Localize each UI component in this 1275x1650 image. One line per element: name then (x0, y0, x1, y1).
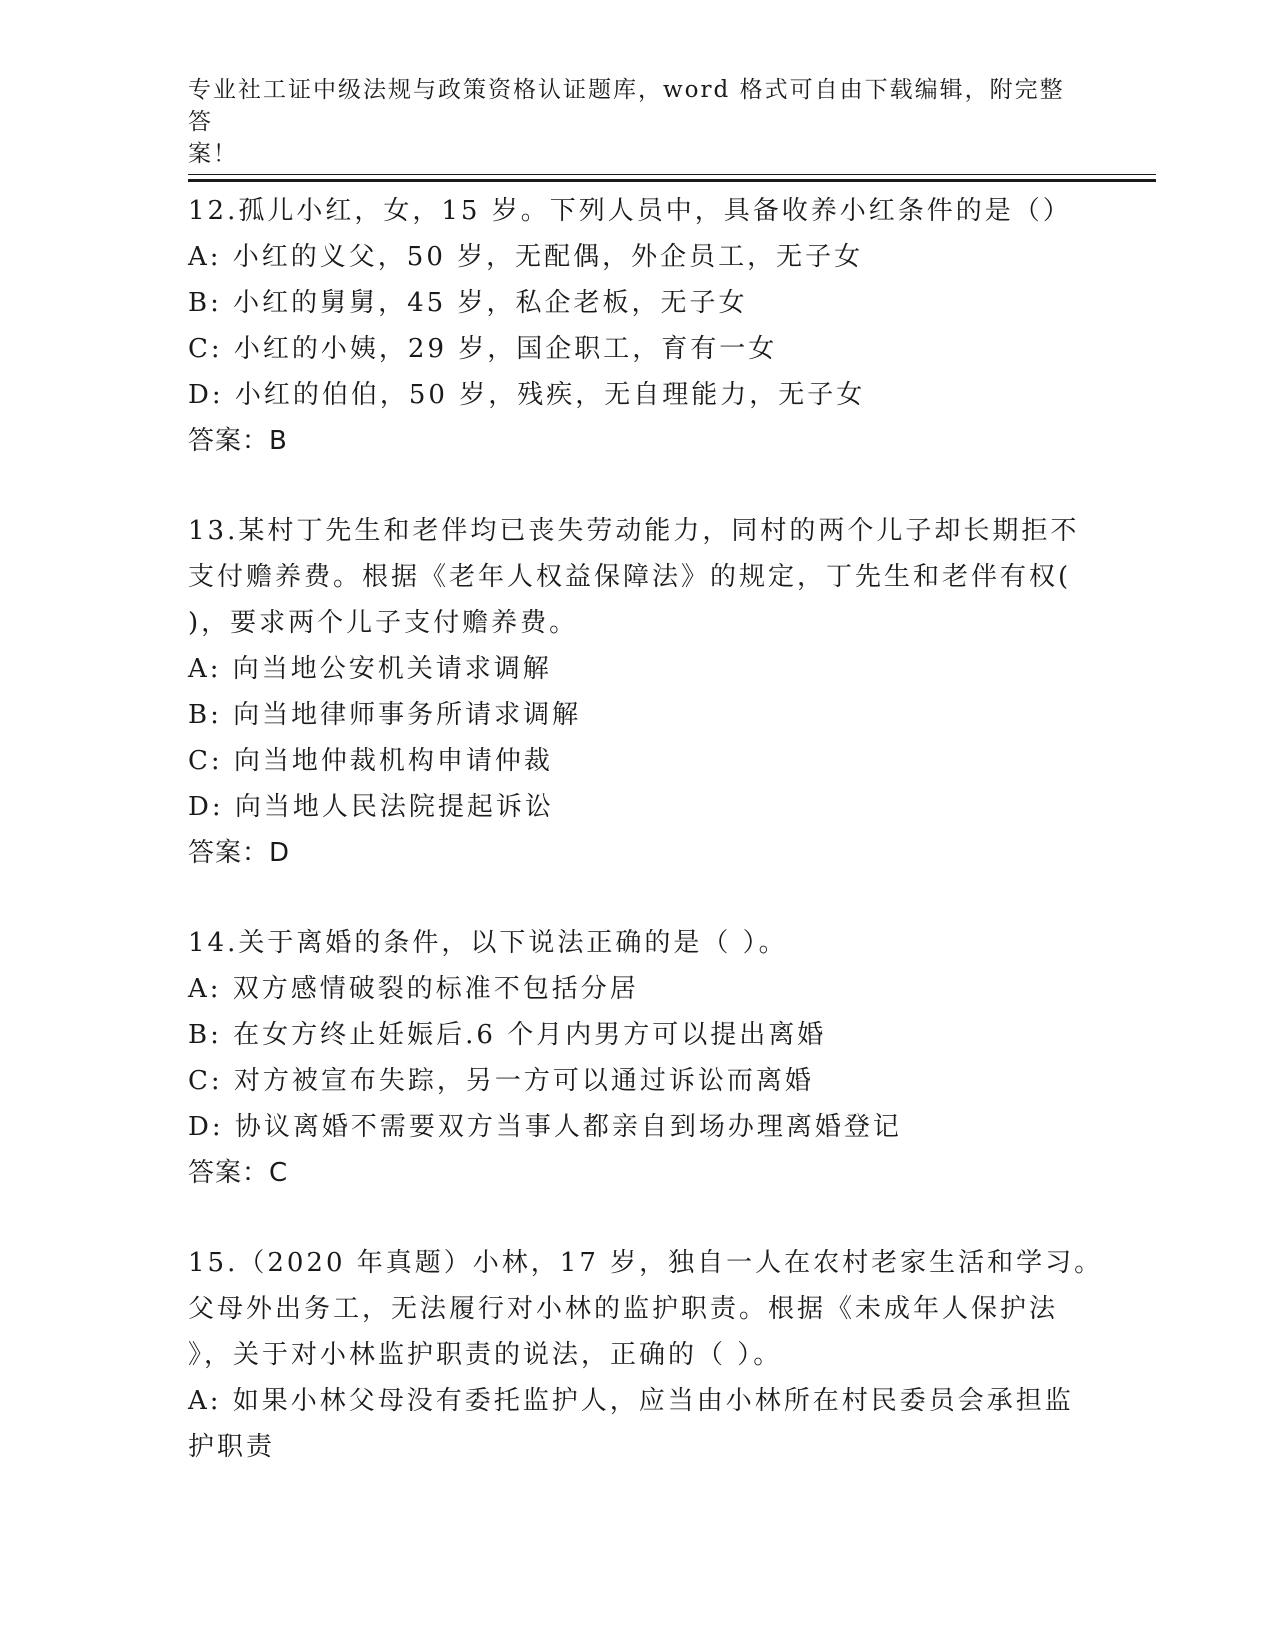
question-stem: 14.关于离婚的条件，以下说法正确的是（ ）。 (188, 928, 788, 958)
option-a: A: 如果小林父母没有委托监护人，应当由小林所在村民委员会承担监 (188, 1386, 1074, 1416)
option-d: D: 小红的伯伯，50 岁，残疾，无自理能力，无子女 (188, 380, 866, 410)
question-12 (188, 188, 1088, 464)
option-b: B: 在女方终止妊娠后.6 个月内男方可以提出离婚 (188, 1020, 827, 1050)
option-c: C: 对方被宣布失踪，另一方可以通过诉讼而离婚 (188, 1066, 814, 1096)
header-title-line-2: 案！ (188, 141, 238, 167)
question-stem: 15.（2020 年真题）小林，17 岁，独自一人在农村老家生活和学习。 (188, 1248, 1104, 1278)
header-divider-thick (188, 179, 1156, 182)
question-stem: 12.孤儿小红，女，15 岁。下列人员中，具备收养小红条件的是（） (188, 196, 1072, 226)
option-b: B: 向当地律师事务所请求调解 (188, 700, 582, 730)
question-stem: 》，关于对小林监护职责的说法，正确的（ ）。 (188, 1340, 783, 1370)
question-stem: 支付赡养费。根据《老年人权益保障法》的规定，丁先生和老伴有权( (188, 562, 1072, 592)
option-c: C: 向当地仲裁机构申请仲裁 (188, 746, 553, 776)
option-a: A: 双方感情破裂的标准不包括分居 (188, 974, 639, 1004)
question-spacer (188, 1196, 1088, 1240)
answer-label: 答案：D (188, 838, 291, 868)
answer-label: 答案：C (188, 1158, 289, 1188)
question-spacer (188, 464, 1088, 508)
question-list (188, 188, 1104, 1470)
question-13 (188, 508, 1088, 876)
option-a-continued: 护职责 (188, 1432, 276, 1462)
question-spacer (188, 876, 1088, 920)
header-title-line-1: 专业社工证中级法规与政策资格认证题库，word 格式可自由下载编辑，附完整答 (188, 77, 1065, 135)
option-d: D: 向当地人民法院提起诉讼 (188, 792, 554, 822)
option-c: C: 小红的小姨，29 岁，国企职工，育有一女 (188, 334, 778, 364)
question-stem: 13.某村丁先生和老伴均已丧失劳动能力，同村的两个儿子却长期拒不 (188, 516, 1080, 546)
question-15 (188, 1240, 1104, 1470)
answer-label: 答案：B (188, 426, 288, 456)
header-divider-thin (188, 174, 1156, 175)
question-stem: )，要求两个儿子支付赡养费。 (188, 608, 579, 638)
question-stem: 父母外出务工，无法履行对小林的监护职责。根据《未成年人保护法 (188, 1294, 1059, 1324)
question-14 (188, 920, 1088, 1196)
document-header (188, 74, 1068, 170)
option-a: A: 向当地公安机关请求调解 (188, 654, 552, 684)
option-a: A: 小红的义父，50 岁，无配偶，外企员工，无子女 (188, 242, 864, 272)
option-b: B: 小红的舅舅，45 岁，私企老板，无子女 (188, 288, 748, 318)
option-d: D: 协议离婚不需要双方当事人都亲自到场办理离婚登记 (188, 1112, 902, 1142)
